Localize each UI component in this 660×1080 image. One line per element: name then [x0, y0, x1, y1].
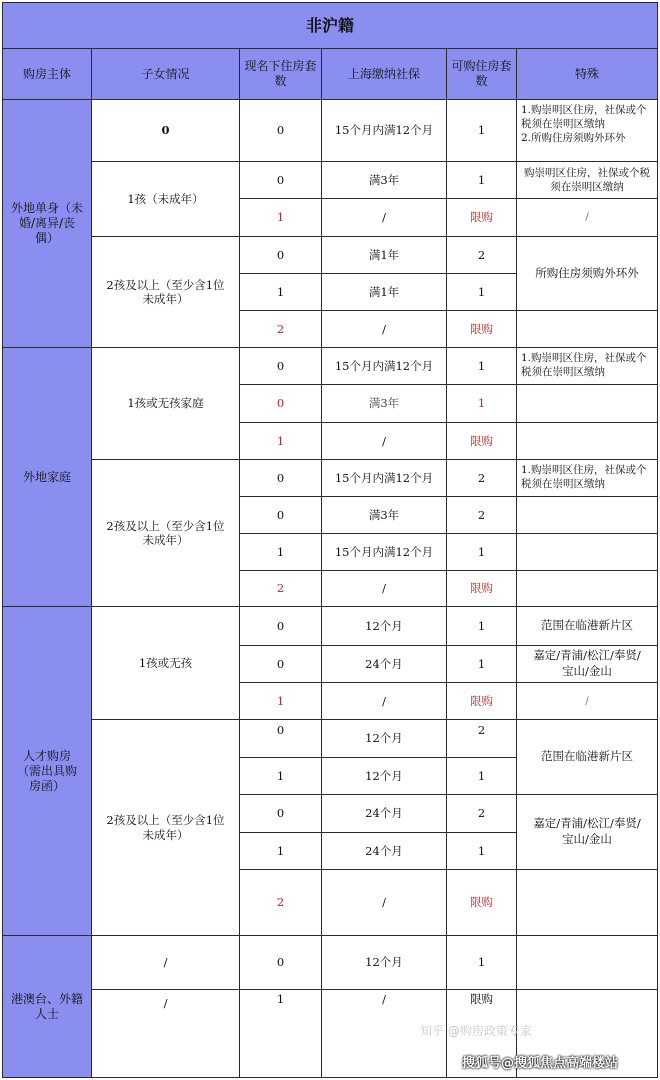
social-security: 24个月: [321, 832, 447, 870]
table-title: 非沪籍: [2, 2, 658, 49]
owned-count: 0: [239, 606, 322, 646]
allowed-count: 2: [446, 719, 517, 758]
special-note: 1.购崇明区住房，社保或个税须在崇明区缴纳: [516, 347, 658, 385]
special-blank: [516, 533, 658, 571]
owned-count: 0: [239, 161, 322, 199]
owned-count: 1: [239, 198, 322, 237]
special-note: /: [516, 682, 658, 720]
special-note: 范围在临港新片区: [516, 606, 658, 646]
owned-count: 1: [239, 832, 322, 870]
children-one-minor: 1孩（未成年）: [91, 161, 240, 237]
allowed-count: 限购: [446, 989, 517, 1078]
allowed-count: 2: [446, 496, 517, 534]
owned-count: 2: [239, 570, 322, 607]
header-owned: 现名下住房套数: [239, 48, 322, 100]
owned-count: 1: [239, 757, 322, 795]
owned-count: 0: [239, 935, 322, 990]
owned-count: 0: [239, 459, 322, 497]
header-special: 特殊: [516, 48, 658, 100]
social-security: /: [321, 682, 447, 720]
special-blank: [516, 384, 658, 423]
social-security: /: [321, 198, 447, 237]
owned-count: 2: [239, 310, 322, 348]
owned-count: 1: [239, 989, 322, 1078]
header-allowed: 可购住房套数: [446, 48, 517, 100]
header-social: 上海缴纳社保: [321, 48, 447, 100]
allowed-count: 1: [446, 757, 517, 795]
special-blank: [516, 935, 658, 990]
children-zero: 0: [91, 99, 240, 162]
allowed-count: 1: [446, 347, 517, 385]
social-security: 15个月内满12个月: [321, 459, 447, 497]
children-one-or-none: 1孩或无孩: [91, 606, 240, 720]
social-security: 满1年: [321, 273, 447, 311]
social-security: 15个月内满12个月: [321, 99, 447, 162]
social-security: 12个月: [321, 606, 447, 646]
owned-count: 0: [239, 99, 322, 162]
owned-count: 0: [239, 794, 322, 833]
special-note: /: [516, 198, 658, 237]
allowed-count: 2: [446, 794, 517, 833]
allowed-count: 限购: [446, 869, 517, 936]
group-hmt: 港澳台、外籍人士: [2, 935, 92, 1078]
owned-count: 1: [239, 273, 322, 311]
social-security: 15个月内满12个月: [321, 347, 447, 385]
allowed-count: 1: [446, 645, 517, 683]
watermark-faint: 知乎 @购房政策专家: [420, 1024, 532, 1038]
social-security: 24个月: [321, 794, 447, 833]
special-blank: [516, 570, 658, 607]
social-security: /: [321, 422, 447, 460]
special-note: 嘉定/青浦/松江/奉贤/宝山/金山: [516, 794, 658, 870]
owned-count: 0: [239, 645, 322, 683]
children-two-plus: 2孩及以上（至少含1位未成年）: [91, 719, 240, 936]
children-two-plus: 2孩及以上（至少含1位未成年）: [91, 459, 240, 607]
special-note: 范围在临港新片区: [516, 719, 658, 795]
special-note: 嘉定/青浦/松江/奉贤/宝山/金山: [516, 645, 658, 683]
header-subject: 购房主体: [2, 48, 92, 100]
allowed-count: 2: [446, 236, 517, 274]
special-note: 所购住房须购外环外: [516, 236, 658, 311]
allowed-count: 1: [446, 99, 517, 162]
social-security: 12个月: [321, 935, 447, 990]
allowed-count: 限购: [446, 422, 517, 460]
social-security: 12个月: [321, 757, 447, 795]
allowed-count: 限购: [446, 198, 517, 237]
social-security: 15个月内满12个月: [321, 533, 447, 571]
social-security: /: [321, 989, 447, 1078]
owned-count: 2: [239, 869, 322, 936]
owned-count: 1: [239, 682, 322, 720]
social-security: 满1年: [321, 236, 447, 274]
children-hmt-slash: /: [91, 989, 240, 1078]
owned-count: 1: [239, 533, 322, 571]
social-security: 满3年: [321, 384, 447, 423]
social-security: 满3年: [321, 161, 447, 199]
owned-count: 1: [239, 422, 322, 460]
allowed-count: 限购: [446, 310, 517, 348]
watermark-source: 搜狐号@搜狐焦点高端楼站: [462, 1056, 619, 1071]
social-security: /: [321, 570, 447, 607]
special-blank: [516, 422, 658, 460]
allowed-count: 1: [446, 161, 517, 199]
allowed-count: 2: [446, 459, 517, 497]
allowed-count: 1: [446, 935, 517, 990]
group-family: 外地家庭: [2, 347, 92, 607]
allowed-count: 1: [446, 273, 517, 311]
special-note: 购崇明区住房，社保或个税须在崇明区缴纳: [516, 161, 658, 199]
group-talent: 人才购房（需出具购房函）: [2, 606, 92, 936]
social-security: /: [321, 310, 447, 348]
special-blank: [516, 496, 658, 534]
special-blank: [516, 869, 658, 936]
children-two-plus: 2孩及以上（至少含1位未成年）: [91, 236, 240, 348]
allowed-count: 限购: [446, 570, 517, 607]
allowed-count: 1: [446, 606, 517, 646]
social-security: 满3年: [321, 496, 447, 534]
group-single: 外地单身（未婚/离异/丧偶）: [2, 99, 92, 348]
allowed-count: 限购: [446, 682, 517, 720]
special-note: 1.购崇明区住房，社保或个税须在崇明区缴纳: [516, 459, 658, 497]
owned-count: 0: [239, 384, 322, 423]
owned-count: 0: [239, 347, 322, 385]
special-blank: [516, 310, 658, 348]
special-note: 1.购崇明区住房，社保或个税须在崇明区缴纳 2.所购住房须购外环外: [516, 99, 658, 162]
owned-count: 0: [239, 236, 322, 274]
owned-count: 0: [239, 496, 322, 534]
social-security: /: [321, 869, 447, 936]
children-hmt-slash: /: [91, 935, 240, 990]
social-security: 12个月: [321, 719, 447, 758]
owned-count: 0: [239, 719, 322, 758]
allowed-count: 1: [446, 832, 517, 870]
allowed-count: 1: [446, 533, 517, 571]
children-one-or-none-family: 1孩或无孩家庭: [91, 347, 240, 460]
allowed-count: 1: [446, 384, 517, 423]
social-security: 24个月: [321, 645, 447, 683]
header-children: 子女情况: [91, 48, 240, 100]
